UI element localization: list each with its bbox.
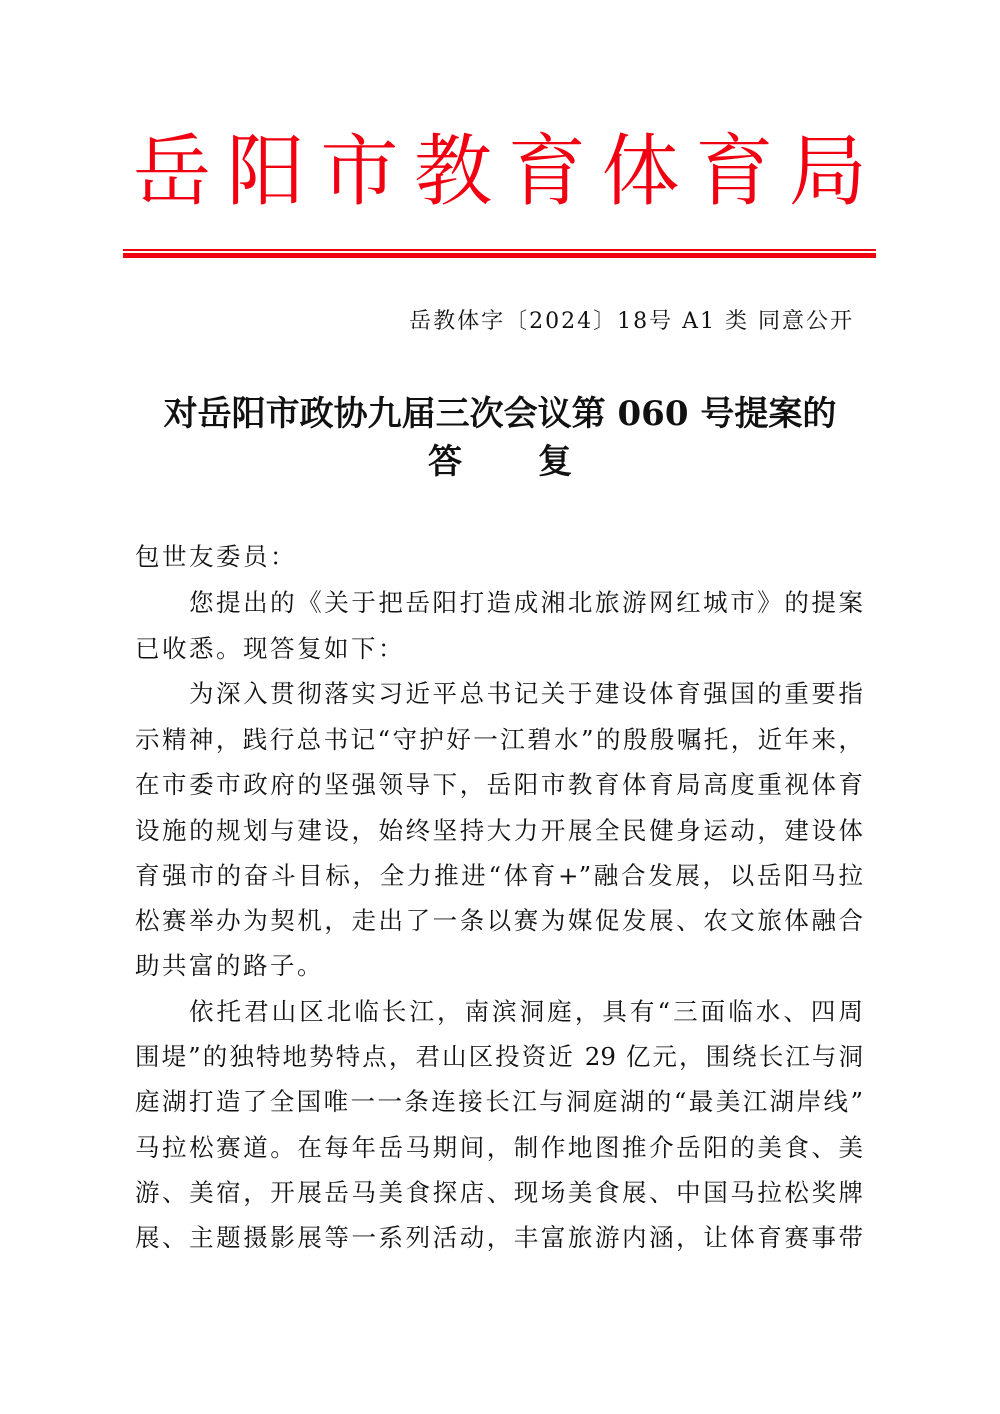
title-char: 复 bbox=[538, 442, 572, 482]
document-title-line1: 对岳阳市政协九届三次会议第 060 号提案的 bbox=[163, 394, 837, 434]
body-line: 助共富的路子。 bbox=[135, 951, 324, 980]
letterhead-char: 育 bbox=[507, 127, 586, 217]
letterhead-char: 阳 bbox=[226, 127, 305, 217]
document-title-line2 bbox=[0, 440, 1000, 484]
document-number: 岳教体字〔2024〕18号 A1 类 同意公开 bbox=[409, 309, 854, 334]
letterhead-char: 岳 bbox=[133, 127, 212, 217]
body-line: 示精神，践行总书记“守护好一江碧水”的殷殷嘱托，近年来， bbox=[135, 725, 863, 754]
letterhead-char: 教 bbox=[414, 127, 493, 217]
body-line: 在市委市政府的坚强领导下，岳阳市教育体育局高度重视体育 bbox=[135, 770, 863, 799]
body-line: 游、美宿，开展岳马美食探店、现场美食展、中国马拉松奖牌 bbox=[135, 1178, 863, 1207]
body-line: 为深入贯彻落实习近平总书记关于建设体育强国的重要指 bbox=[189, 679, 863, 708]
body-line: 您提出的《关于把岳阳打造成湘北旅游网红城市》的提案 bbox=[189, 588, 863, 617]
letterhead-divider-thin bbox=[123, 249, 876, 251]
letterhead-title bbox=[133, 124, 867, 220]
salutation: 包世友委员： bbox=[135, 542, 297, 571]
letterhead-char: 市 bbox=[320, 127, 399, 217]
title-char: 答 bbox=[428, 442, 462, 482]
body-line: 设施的规划与建设，始终坚持大力开展全民健身运动，建设体 bbox=[135, 816, 863, 845]
body-line: 已收悉。现答复如下： bbox=[135, 634, 405, 663]
body-line: 松赛举办为契机，走出了一条以赛为媒促发展、农文旅体融合 bbox=[135, 906, 863, 935]
body-line: 庭湖打造了全国唯一一条连接长江与洞庭湖的“最美江湖岸线” bbox=[135, 1087, 863, 1116]
letterhead-char: 局 bbox=[788, 127, 867, 217]
letterhead-char: 育 bbox=[695, 127, 774, 217]
letterhead-divider-thick bbox=[123, 253, 876, 258]
body-line: 展、主题摄影展等一系列活动，丰富旅游内涵，让体育赛事带 bbox=[135, 1223, 863, 1252]
body-line: 育强市的奋斗目标，全力推进“体育+”融合发展，以岳阳马拉 bbox=[135, 861, 863, 890]
letterhead-char: 体 bbox=[601, 127, 680, 217]
body-line: 马拉松赛道。在每年岳马期间，制作地图推介岳阳的美食、美 bbox=[135, 1133, 863, 1162]
body-line: 依托君山区北临长江，南滨洞庭，具有“三面临水、四周 bbox=[189, 997, 863, 1026]
body-line: 围堤”的独特地势特点，君山区投资近 29 亿元，围绕长江与洞 bbox=[135, 1042, 863, 1071]
